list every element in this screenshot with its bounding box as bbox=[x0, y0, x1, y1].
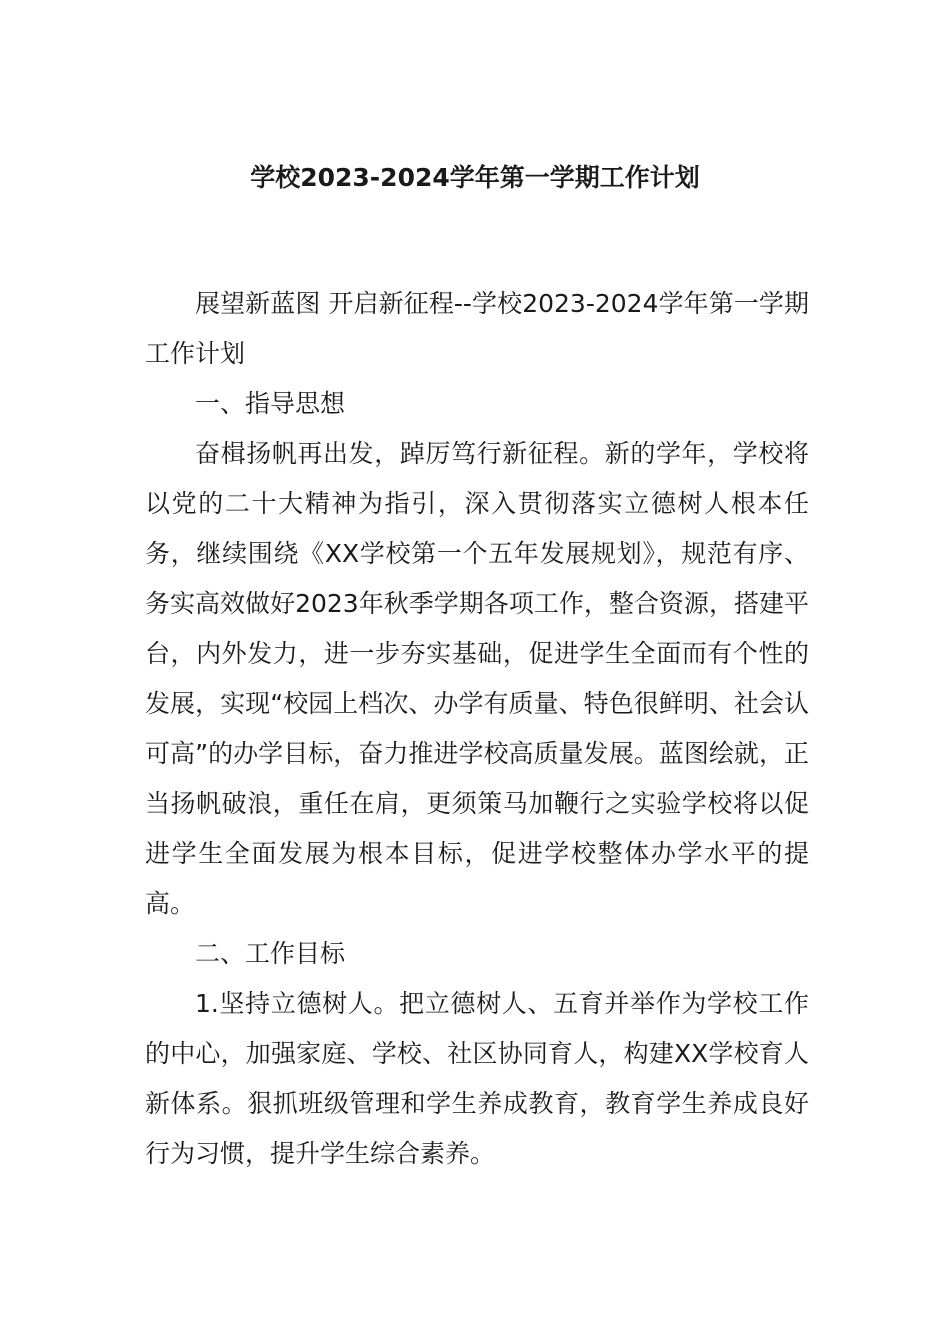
section-heading-work-goals: 二、工作目标 bbox=[195, 939, 346, 968]
paragraph-guiding-ideology: 奋楫扬帆再出发，踔厉笃行新征程。新的学年，学校将以党的二十大精神为指引，深入贯彻落实立德树人根本任务，继续围绕《XX学校第一个五年发展规划》，规范有序、务实高效做好2023年秋季学期各项工作，整合资源，搭建平台，内外发力，进一步夯实基础，促进学生全面而有个性的发展，实现“校园上档次、办学有质量、特色很鲜明、社会认可高”的办学目标，奋力推进学校高质量发展。蓝图绘就，正当扬帆破浪，重任在肩，更须策马加鞭行之实验学校将以促进学生全面发展为根本目标，促进学校整体办学水平的提高。 bbox=[145, 439, 809, 918]
section-heading-guiding-ideology: 一、指导思想 bbox=[195, 389, 346, 418]
document-title: 学校2023-2024学年第一学期工作计划 bbox=[250, 163, 700, 192]
subtitle-paragraph: 展望新蓝图 开启新征程--学校2023-2024学年第一学期工作计划 bbox=[145, 289, 809, 368]
document-body bbox=[145, 279, 809, 1179]
paragraph-goal-1: 1.坚持立德树人。把立德树人、五育并举作为学校工作的中心，加强家庭、学校、社区协同育人，构建XX学校育人新体系。狠抓班级管理和学生养成教育，教育学生养成良好行为习惯，提升学生综合素养。 bbox=[145, 989, 809, 1168]
